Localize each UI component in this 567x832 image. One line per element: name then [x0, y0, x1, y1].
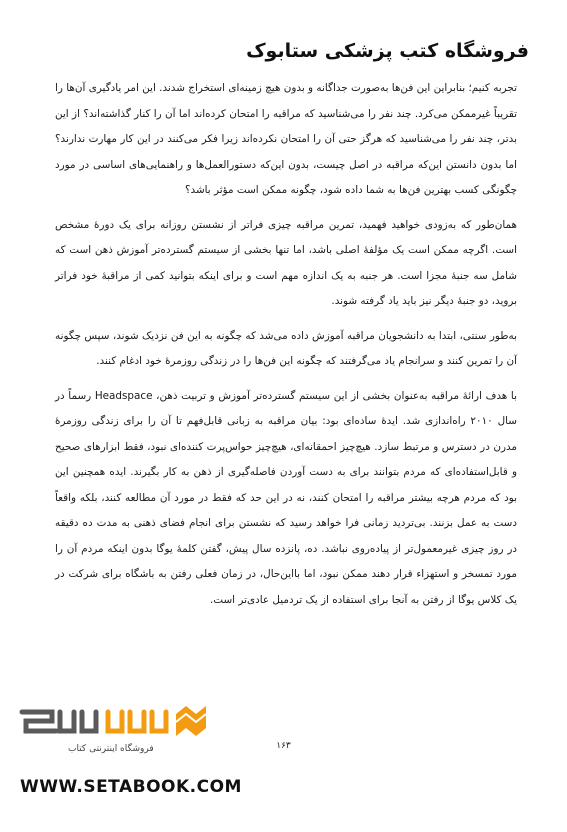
website-url: WWW.SETABOOK.COM [20, 777, 242, 797]
paragraph-4: با هدف ارائهٔ مراقبه به‌عنوان بخشی از این سیستم گسترده‌تر آموزش و تربیت ذهن، Headspace رسماً در سال ۲۰۱۰ راه‌اندازی شد. ایدهٔ ساده‌ای بود: بیان مراقبه به زبانی قابل‌فهم تا آن را برای زندگی روزمرهٔ مدرن در دسترس و مرتبط سازد. هیچ‌چیز احمقانه‌ای، هیچ‌چیز حواس‌پرت کننده‌ای نبود، فقط ابزارهای صحیح و قابل‌استفاده‌ای که مردم بتوانند برای به دست آوردن فاصله‌گیری از ذهن به کار بگیرند. ایده همچنین این بود که مردم هرچه بیشتر مراقبه را امتحان کنند، نه در این حد که فقط در مورد آن مطالعه کنند، بلکه واقعاً دست به عمل بزنند. بی‌تردید زمانی فرا خواهد رسید که نشستن برای انجام فضای ذهنی به مدت ده دقیقه در روز چیزی غیرمعمول‌تر از پیاده‌روی نباشد. ده، پانزده سال پیش، گفتن کلمهٔ یوگا بدون اینکه مردم آن را مورد تمسخر و استهزاء قرار دهند ممکن نبود، اما بااین‌حال، در زمان فعلی رفتن به باشگاه برای شرکت در یک کلاس یوگا از رفتن به آنجا برای استفاده از یک تردمیل عادی‌تر است. [55, 389, 517, 606]
paragraph-3: به‌طور سنتی، ابتدا به دانشجویان مراقبه آموزش داده می‌شد که چگونه به این فن نزدیک شوند، سپس چگونه آن را تمرین کنند و سرانجام یاد می‌گرفتند که چگونه این فن‌ها را در زندگی روزمرهٔ خود ادغام کنند. [55, 329, 517, 367]
paragraph-1: تجربه کنیم؛ بنابراین این فن‌ها به‌صورت جداگانه و بدون هیچ زمینه‌ای استخراج شدند. این امر یادگیری آن‌ها را تقریباً غیرممکن می‌کرد. چند نفر را می‌شناسید که مراقبه را امتحان کرده‌اند اما آن را کنار گذاشته‌اند؟ از این بدتر، چند نفر را می‌شناسید که هرگز حتی آن را امتحان نکرده‌اند زیرا فکر می‌کنند در این کار مهارت ندارند؟ اما بدون دانستن این‌که مراقبه در اصل چیست، بدون این‌که دستورالعمل‌ها و راهنمایی‌های اساسی در مورد چگونگی کسب بهترین فن‌ها به شما داده شود، چگونه ممکن است مؤثر باشد؟ [55, 82, 517, 196]
paragraph-2: همان‌طور که به‌زودی خواهید فهمید، تمرین مراقبه چیزی فراتر از نشستن روزانه برای یک دورهٔ مشخص است. اگرچه ممکن است یک مؤلفهٔ اصلی باشد، اما تنها بخشی از سیستم گسترده‌تر آموزش ذهن است که شامل سه جنبهٔ مجزا است. هر جنبه به یک اندازه مهم است و برای اینکه بتوانید کمی از مراقبهٔ خود فراتر بروید، دو جنبهٔ دیگر نیز باید یاد گرفته شوند. [55, 218, 517, 307]
page-body [55, 76, 517, 622]
store-header [38, 40, 529, 62]
setabook-watermark [12, 700, 222, 772]
setabook-logo-icon [12, 700, 222, 744]
watermark-caption: فروشگاه اینترنتی کتاب [68, 744, 154, 754]
page-number: ۱۶۳ [276, 741, 291, 751]
store-title: فروشگاه کتب پزشکی ستابوک [246, 40, 529, 62]
